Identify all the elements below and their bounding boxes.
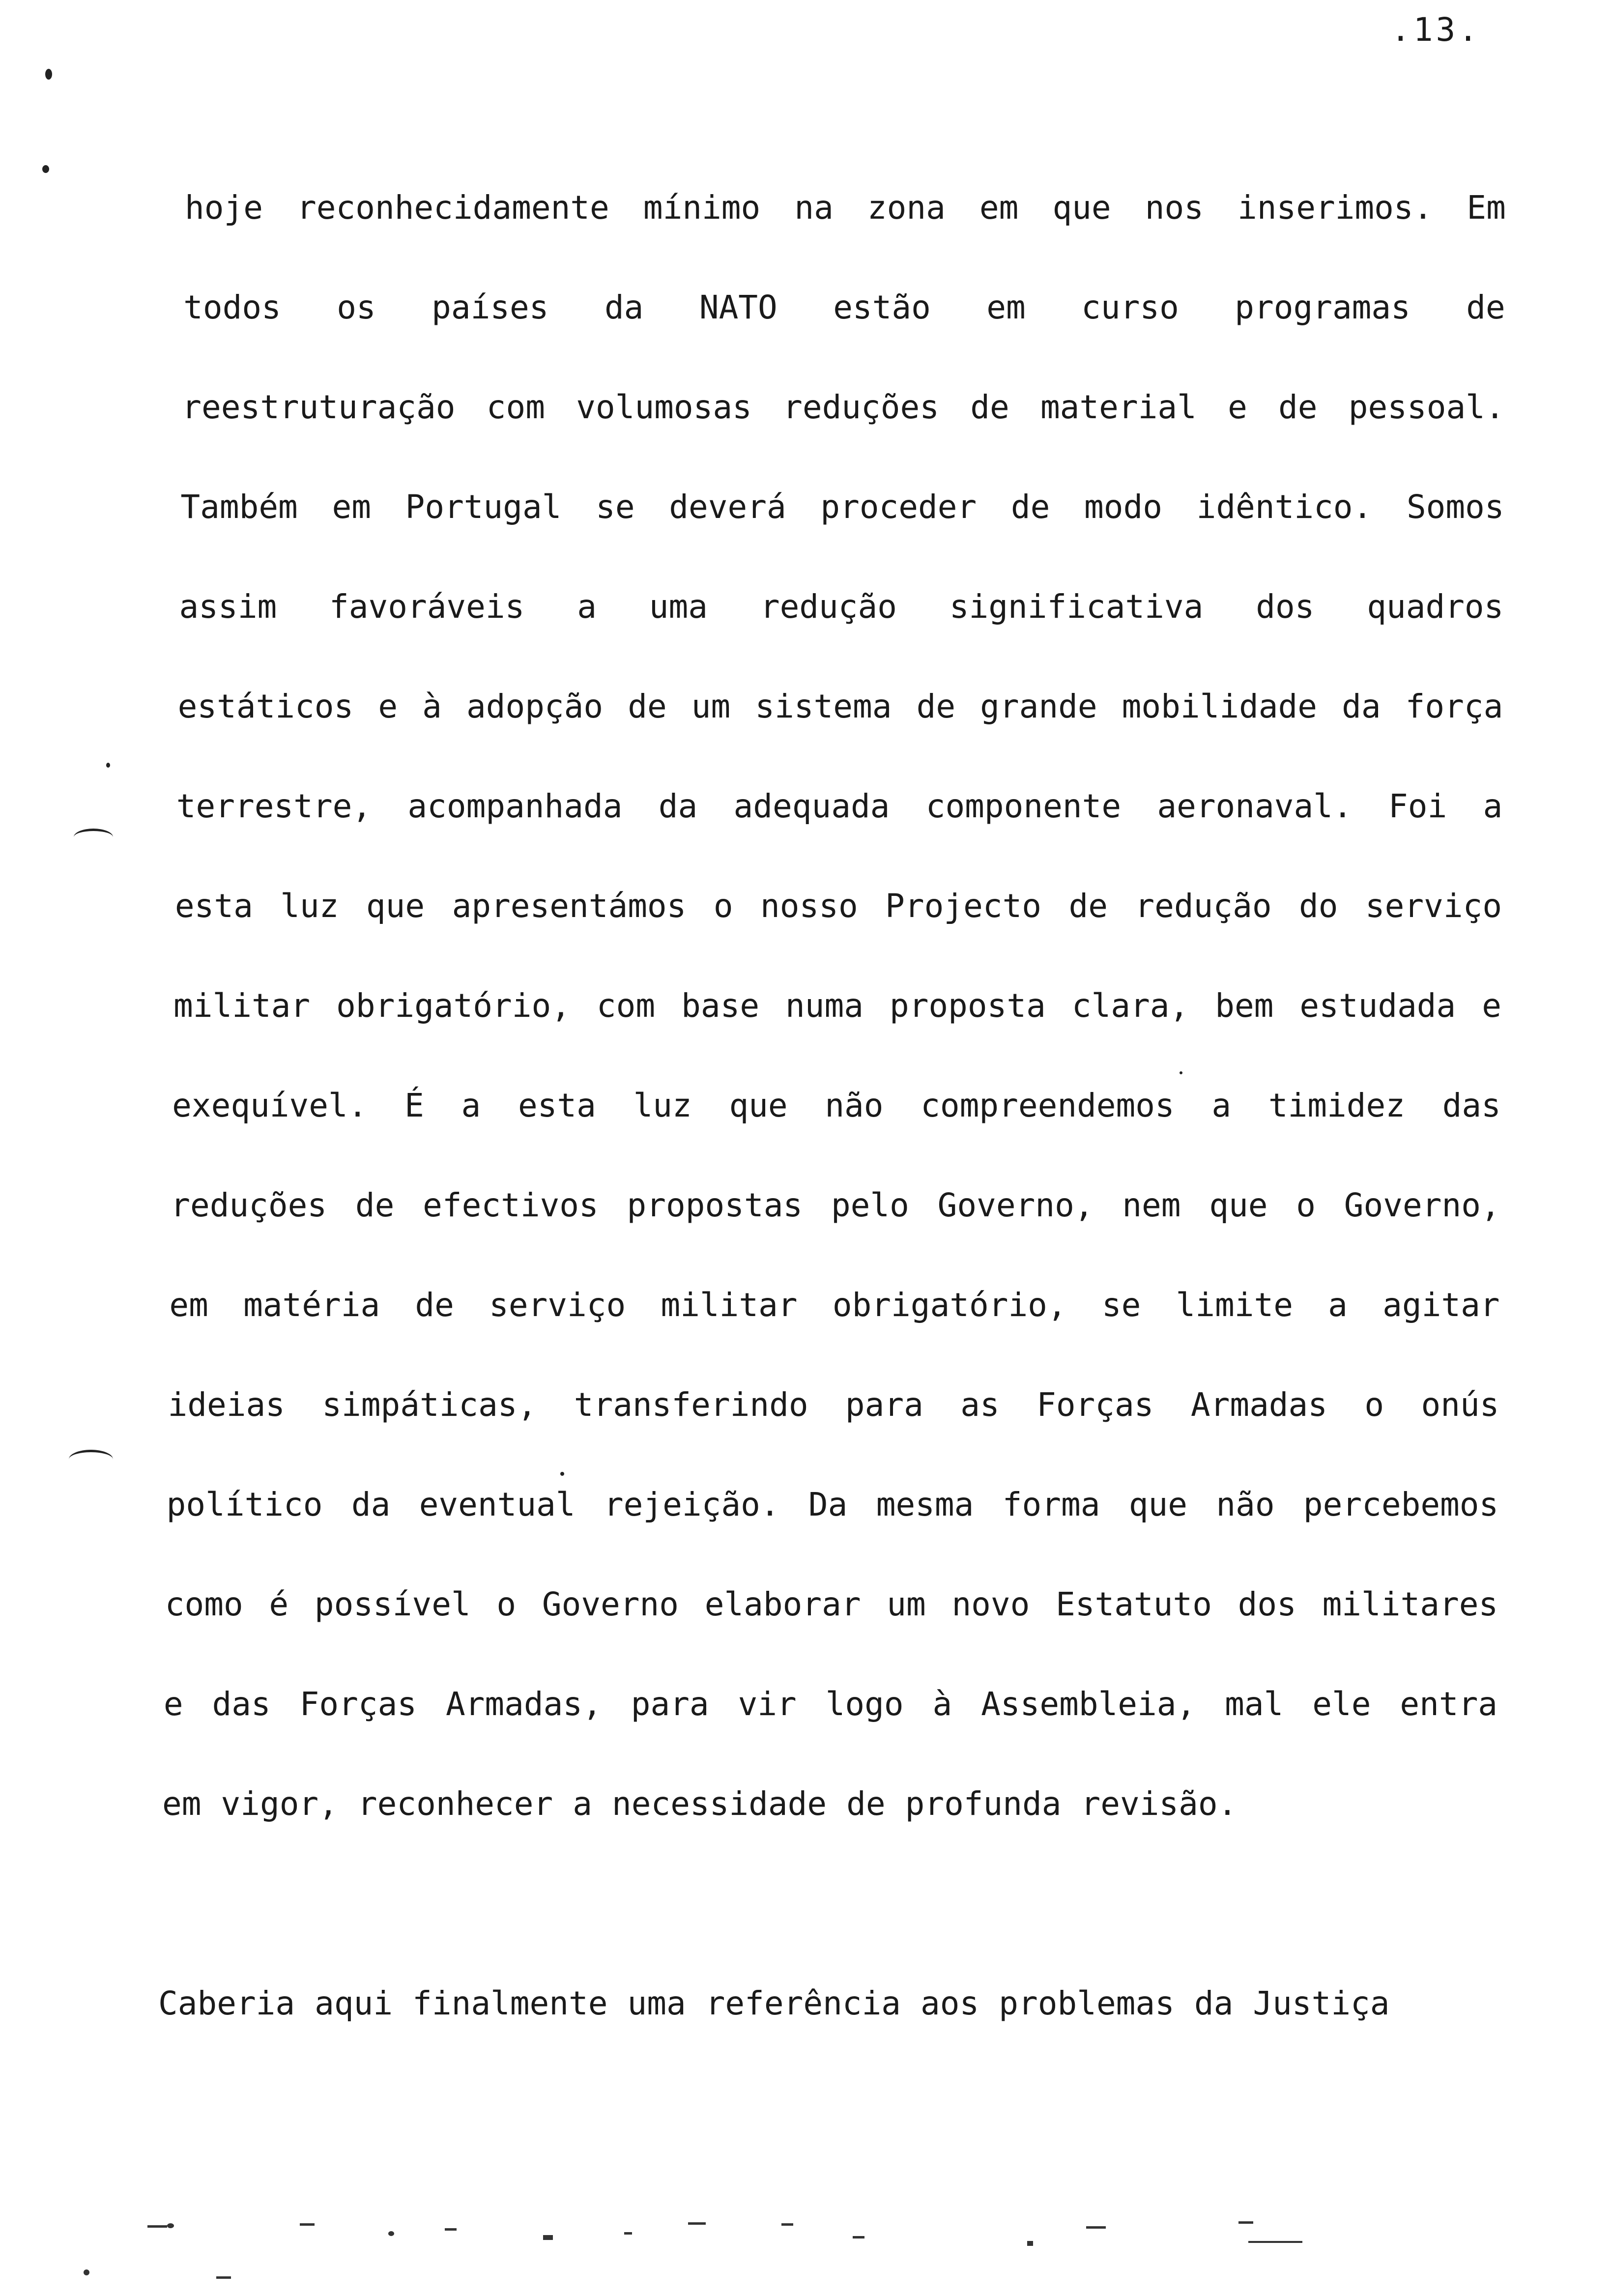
word: reduções [171,1186,327,1224]
page-number: .13. [1391,11,1481,49]
word: que [729,1087,788,1124]
word: como [165,1585,243,1623]
word: elaborar [704,1585,861,1623]
word: dos [1256,588,1315,626]
word: componente [925,787,1122,825]
word: exequível. [172,1087,368,1124]
word: nos [1145,189,1204,227]
word: favoráveis [329,588,525,626]
word: vir [738,1685,797,1723]
word: em [162,1785,202,1823]
word: necessidade [612,1785,827,1823]
word: das [212,1685,271,1723]
text-line [179,585,1504,629]
word: luz [280,887,339,925]
word: esta [174,887,253,925]
word: Caberia [158,1984,295,2022]
word: Foi [1388,787,1447,825]
word: sistema [755,688,892,725]
text-line [167,1483,1499,1527]
word: transferindo [574,1386,808,1424]
word: na [794,189,834,227]
word: Armadas [1190,1386,1328,1424]
text-line [172,1084,1501,1128]
word: redução [760,588,897,626]
word: zona [867,189,946,227]
word: em [169,1286,208,1324]
word: reduções [783,388,939,426]
word: inserimos. [1238,189,1433,227]
word: a [461,1087,481,1124]
word: estáticos [177,688,354,725]
word: Governo, [937,1186,1094,1224]
scan-speck [106,763,110,768]
word: da [604,288,644,326]
word: volumosas [576,388,752,426]
word: uma [649,588,708,626]
word: a [1483,787,1503,825]
word: um [887,1585,926,1623]
word: pessoal. [1348,388,1505,426]
word: o [1364,1386,1384,1424]
word: ele [1312,1685,1371,1723]
word: apresentámos [452,887,687,925]
text-line [158,1981,1425,2026]
word: de [1466,288,1505,326]
word: das [1442,1087,1501,1124]
word: dos [1238,1585,1296,1623]
text-line [169,1283,1499,1327]
word: todos [183,288,281,326]
text-line [162,1782,1497,1826]
word: Somos [1406,488,1504,526]
word: da [1194,1984,1234,2022]
word: Governo [542,1585,679,1623]
word: que [1052,189,1111,227]
word: deverá [669,488,786,526]
word: serviço [1365,887,1502,925]
text-line [185,186,1506,230]
word: o [496,1585,517,1623]
text-line [180,485,1504,529]
word: que [366,887,425,925]
word: modo [1084,488,1162,526]
word: agitar [1382,1286,1500,1324]
text-line [168,1383,1499,1427]
word: rejeição. [604,1486,780,1523]
word: o [713,887,733,925]
word: de [628,688,667,725]
word: eventual [419,1486,576,1523]
word: proposta [889,987,1046,1025]
scan-speck [42,165,49,173]
word: Assembleia, [981,1685,1196,1723]
word: para [631,1685,709,1723]
word: da [1342,688,1381,725]
word: mesma [876,1486,974,1523]
word: vigor, [221,1785,338,1823]
word: forma [1002,1486,1100,1523]
word: se [596,488,635,526]
word: em [986,288,1026,326]
scan-mark [74,829,113,846]
word: acompanhada [407,787,623,825]
scan-speck [1180,1071,1182,1074]
word: logo [825,1685,904,1723]
word: que [1128,1486,1187,1523]
word: e [378,688,398,725]
word: esta [518,1087,596,1124]
text-line [173,984,1501,1028]
text-line [164,1682,1497,1726]
word: um [691,688,731,725]
word: Forças [299,1685,417,1723]
text-line [165,1582,1498,1627]
word: nosso [760,887,858,925]
word: militar [173,987,311,1025]
word: de [355,1186,395,1224]
word: a [577,588,597,626]
word: estão [833,288,931,326]
word: hoje [185,189,263,227]
word: em [979,189,1019,227]
word: finalmente [412,1984,608,2022]
scan-mark [69,1450,113,1469]
word: em [332,488,371,526]
word: material [1040,388,1197,426]
word: problemas [999,1984,1175,2022]
word: não [1216,1486,1275,1523]
word: da [658,787,698,825]
word: efectivos [423,1186,599,1224]
word: propostas [627,1186,803,1224]
word: matéria [243,1286,380,1324]
word: à [422,688,442,725]
word: de [970,388,1009,426]
text-line [171,1183,1500,1228]
word: aos [921,1984,979,2022]
word: as [960,1386,1000,1424]
text-line [175,884,1502,928]
word: Também [180,488,298,526]
word: Justiça [1253,1984,1390,2022]
word: referência [705,1984,901,2022]
word: Estatuto [1056,1585,1212,1623]
word: para [845,1386,923,1424]
word: político [166,1486,323,1523]
word: limite [1176,1286,1293,1324]
word: bem [1215,987,1274,1025]
word: É [404,1087,424,1124]
word: é [269,1585,289,1623]
word: a [573,1785,593,1823]
word: a [1328,1286,1348,1324]
word: do [1299,887,1338,925]
word: aeronaval. [1157,787,1353,825]
word: proceder [820,488,977,526]
word: militares [1322,1585,1498,1623]
word: curso [1081,288,1179,326]
word: Em [1467,189,1506,227]
text-line [183,286,1505,330]
word: com [596,987,656,1025]
word: e [1228,388,1247,426]
word: à [932,1685,952,1723]
word: a [1211,1087,1232,1124]
word: Projecto [885,887,1042,925]
word: compreendemos [921,1087,1175,1124]
word: redução [1135,887,1272,925]
word: Portugal [405,488,562,526]
word: reconhecidamente [297,189,609,227]
word: novo [951,1585,1030,1623]
word: de [1068,887,1108,925]
word: clara, [1071,987,1189,1025]
text-line [176,784,1503,829]
word: e [163,1685,183,1723]
word: países [432,288,549,326]
word: quadros [1367,588,1504,626]
word: Armadas, [445,1685,602,1723]
word: grande [980,688,1097,725]
scan-speck [560,1472,564,1476]
word: obrigatório, [336,987,571,1025]
word: não [825,1087,884,1124]
word: reconhecer [357,1785,553,1823]
word: estudada [1299,987,1456,1025]
word: mobilidade [1122,688,1317,725]
word: revisão. [1081,1785,1238,1823]
word: uma [627,1984,686,2022]
word: simpáticas, [322,1386,537,1424]
word: Forças [1036,1386,1154,1424]
word: adopção [466,688,604,725]
word: os [337,288,376,326]
word: numa [785,987,864,1025]
word: mal [1225,1685,1284,1723]
word: se [1101,1286,1141,1324]
word: obrigatório, [832,1286,1067,1324]
word: possível [314,1585,471,1623]
word: de [415,1286,454,1324]
word: de [1010,488,1050,526]
word: entra [1400,1685,1498,1723]
word: timidez [1268,1087,1405,1124]
text-line [178,685,1503,729]
word: pelo [831,1186,909,1224]
word: serviço [489,1286,626,1324]
word: profunda [905,1785,1062,1823]
word: terrestre, [176,787,372,825]
word: aqui [315,1984,393,2022]
word: de [916,688,956,725]
word: luz [633,1087,692,1124]
word: idêntico. [1196,488,1373,526]
word: mínimo [643,189,761,227]
word: força [1405,688,1503,725]
word: programas [1235,288,1410,326]
word: adequada [733,787,890,825]
word: de [846,1785,886,1823]
word: nem [1122,1186,1181,1224]
word: significativa [949,588,1204,626]
word: e [1482,987,1501,1025]
word: o [1296,1186,1316,1224]
word: NATO [699,288,777,326]
word: reestruturação [182,388,456,426]
text-line [182,385,1505,430]
word: da [351,1486,391,1523]
word: base [681,987,760,1025]
word: que [1209,1186,1268,1224]
word: onús [1421,1386,1499,1424]
scan-speck [45,69,52,80]
word: de [1278,388,1318,426]
word: Da [808,1486,848,1523]
word: percebemos [1303,1486,1499,1523]
word: assim [179,588,277,626]
word: Governo, [1344,1186,1500,1224]
word: com [486,388,545,426]
word: militar [661,1286,798,1324]
word: ideias [168,1386,285,1424]
